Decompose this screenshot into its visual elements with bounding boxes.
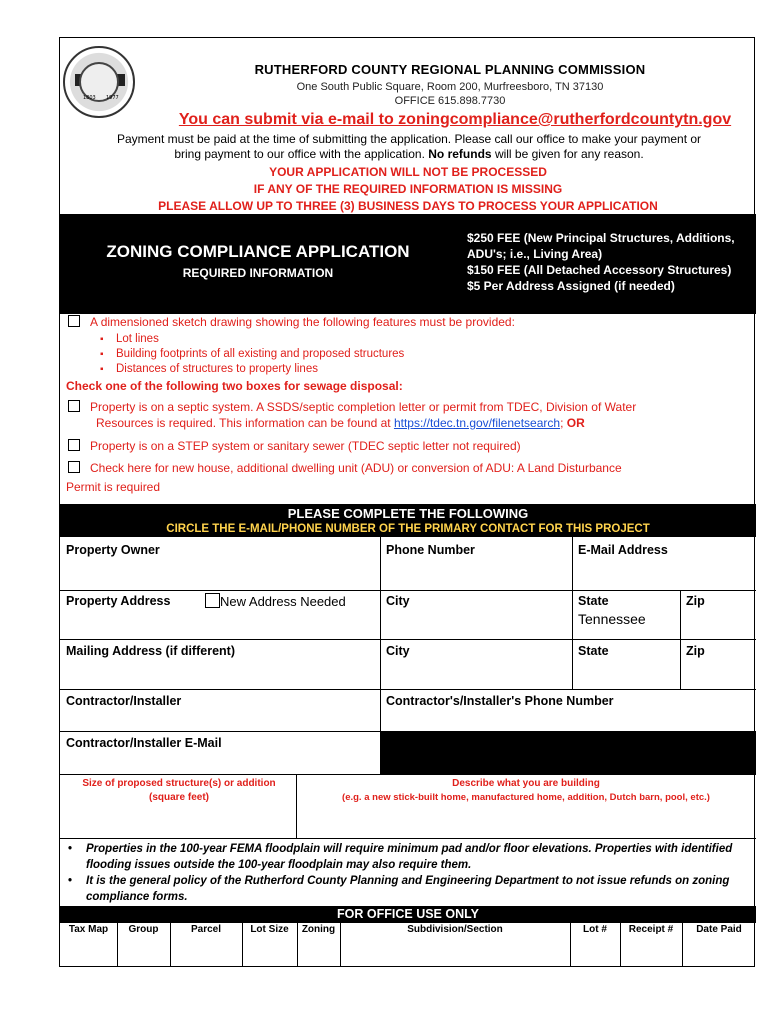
office-col-zoning: Zoning: [301, 924, 336, 935]
contractor-email-label: Contractor/Installer E-Mail: [66, 736, 222, 750]
phone-number-label: Phone Number: [386, 543, 475, 557]
new-address-option: [205, 593, 346, 609]
property-owner-label: Property Owner: [66, 543, 160, 557]
septic-text-2: Resources is required. This information can be found at: [96, 416, 391, 430]
commission-phone: OFFICE 615.898.7730: [394, 95, 506, 107]
sketch-requirement: [68, 314, 748, 330]
or-text: OR: [566, 416, 585, 430]
office-col-lot-number: Lot #: [583, 924, 607, 935]
size-label-line-2: (square feet): [148, 792, 209, 803]
describe-label: [298, 777, 754, 805]
payment-text-3: will be given for any reason.: [494, 147, 644, 161]
tdec-link[interactable]: https://tdec.tn.gov/filenetsearch: [393, 416, 561, 430]
blacked-out-field: [380, 732, 756, 774]
complete-following-bar: [60, 504, 756, 537]
row-divider: [60, 774, 756, 775]
office-col-subdivision: Subdivision/Section: [407, 924, 503, 935]
fee-list: [467, 230, 753, 294]
mailing-address-label: Mailing Address (if different): [66, 644, 235, 658]
state-value[interactable]: Tennessee: [578, 611, 646, 627]
office-col-receipt: Receipt #: [628, 924, 674, 935]
application-subtitle: REQUIRED INFORMATION: [182, 266, 334, 280]
warning-line-2: IF ANY OF THE REQUIRED INFORMATION IS MISSING: [253, 182, 563, 196]
application-form: [59, 37, 755, 967]
application-title: ZONING COMPLIANCE APPLICATION: [106, 242, 410, 261]
mailing-zip-label: Zip: [686, 644, 705, 658]
office-col-group: Group: [128, 924, 159, 935]
septic-text-1: Property is on a septic system. A SSDS/septic completion letter or permit from TDEC, Division of Water: [90, 400, 637, 414]
email-address-label: E-Mail Address: [578, 543, 668, 557]
step-text: Property is on a STEP system or sanitary sewer (TDEC septic letter not required): [90, 439, 521, 453]
land-text-2: Permit is required: [66, 480, 161, 494]
land-disturbance-checkbox[interactable]: [68, 461, 80, 473]
contractor-phone-label: Contractor's/Installer's Phone Number: [386, 694, 614, 708]
row-divider: [60, 922, 756, 923]
seal-year-right: 1977: [106, 95, 119, 101]
state-label: State: [578, 594, 609, 608]
land-text-1: Check here for new house, additional dwelling unit (ADU) or conversion of ADU: A Land Disturbance: [90, 461, 622, 475]
zip-label: Zip: [686, 594, 705, 608]
size-label-line-1: Size of proposed structure(s) or addition: [82, 778, 276, 789]
size-label: [62, 777, 296, 805]
row-divider: [60, 639, 756, 640]
step-checkbox[interactable]: [68, 439, 80, 451]
sewage-heading: Check one of the following two boxes for sewage disposal:: [66, 379, 403, 393]
septic-option: Property is on a septic system. A SSDS/septic completion letter or permit from TDEC, Division of Water Resources is required. This information can be found at https://tdec.tn.gov/filenetsearch; OR: [68, 399, 752, 431]
row-divider: [60, 689, 756, 690]
payment-notice: [64, 132, 754, 162]
septic-checkbox[interactable]: [68, 400, 80, 412]
application-header-bar: [60, 214, 756, 314]
payment-text-1: Payment must be paid at the time of submitting the application. Please call our office to make your payment or: [116, 132, 702, 146]
primary-contact-instruction: CIRCLE THE E-MAIL/PHONE NUMBER OF THE PRIMARY CONTACT FOR THIS PROJECT: [166, 523, 650, 535]
describe-label-line-1: Describe what you are building: [452, 778, 600, 789]
email-submission-link[interactable]: You can submit via e-mail to zoningcompliance@rutherfordcountytn.gov: [178, 111, 732, 128]
warning-line-3: PLEASE ALLOW UP TO THREE (3) BUSINESS DAYS TO PROCESS YOUR APPLICATION: [158, 199, 658, 213]
col-divider: [380, 537, 381, 732]
warning-line-1: YOUR APPLICATION WILL NOT BE PROCESSED: [269, 165, 547, 179]
office-col-date-paid: Date Paid: [696, 924, 742, 935]
sketch-text: A dimensioned sketch drawing showing the following features must be provided:: [90, 315, 515, 329]
commission-title: RUTHERFORD COUNTY REGIONAL PLANNING COMMISSION: [254, 62, 646, 77]
list-item: ▪ Lot lines: [100, 332, 404, 347]
col-divider: [296, 774, 297, 838]
property-address-label: Property Address: [66, 594, 171, 608]
office-col-tax-map: Tax Map: [68, 924, 109, 935]
policy-notes: [64, 841, 754, 905]
seal-year-left: 1803: [83, 95, 96, 101]
describe-label-line-2: (e.g. a new stick-built home, manufactured home, addition, Dutch barn, pool, etc.): [342, 792, 710, 803]
col-divider: [680, 590, 681, 689]
new-address-label: New Address Needed: [220, 594, 346, 609]
city-label: City: [386, 594, 410, 608]
complete-title: PLEASE COMPLETE THE FOLLOWING: [287, 506, 529, 521]
land-disturbance-option: [68, 460, 752, 476]
no-refunds-text: No refunds: [428, 147, 492, 161]
sketch-features-list: [100, 332, 404, 377]
office-col-lot-size: Lot Size: [250, 924, 289, 935]
mailing-state-label: State: [578, 644, 609, 658]
row-divider: [60, 590, 756, 591]
commission-address: One South Public Square, Room 200, Murfreesboro, TN 37130: [296, 81, 604, 93]
list-item: • It is the general policy of the Rutherford County Planning and Engineering Department to not issue refunds on zoning compliance forms.: [64, 873, 754, 905]
sketch-checkbox[interactable]: [68, 315, 80, 327]
mailing-city-label: City: [386, 644, 410, 658]
list-item: ▪ Distances of structures to property lines: [100, 362, 404, 377]
row-divider: [60, 838, 756, 839]
step-option: [68, 438, 752, 454]
col-divider: [572, 537, 573, 689]
office-use-bar: FOR OFFICE USE ONLY: [60, 906, 756, 922]
fee-item: $150 FEE (All Detached Accessory Structures): [467, 263, 732, 277]
list-item: ▪ Building footprints of all existing and proposed structures: [100, 347, 404, 362]
new-address-checkbox[interactable]: [205, 593, 220, 608]
county-seal-logo: [63, 46, 135, 118]
list-item: • Properties in the 100-year FEMA floodplain will require minimum pad and/or floor elevations. Properties with identified flooding issues outside the 100-year floodplain may also require them.: [64, 841, 754, 873]
fee-item: $250 FEE (New Principal Structures, Additions, ADU's; i.e., Living Area): [467, 231, 735, 261]
fee-item: $5 Per Address Assigned (if needed): [467, 279, 675, 293]
contractor-label: Contractor/Installer: [66, 694, 182, 708]
office-col-parcel: Parcel: [190, 924, 222, 935]
payment-text-2: bring payment to our office with the application.: [174, 147, 425, 161]
